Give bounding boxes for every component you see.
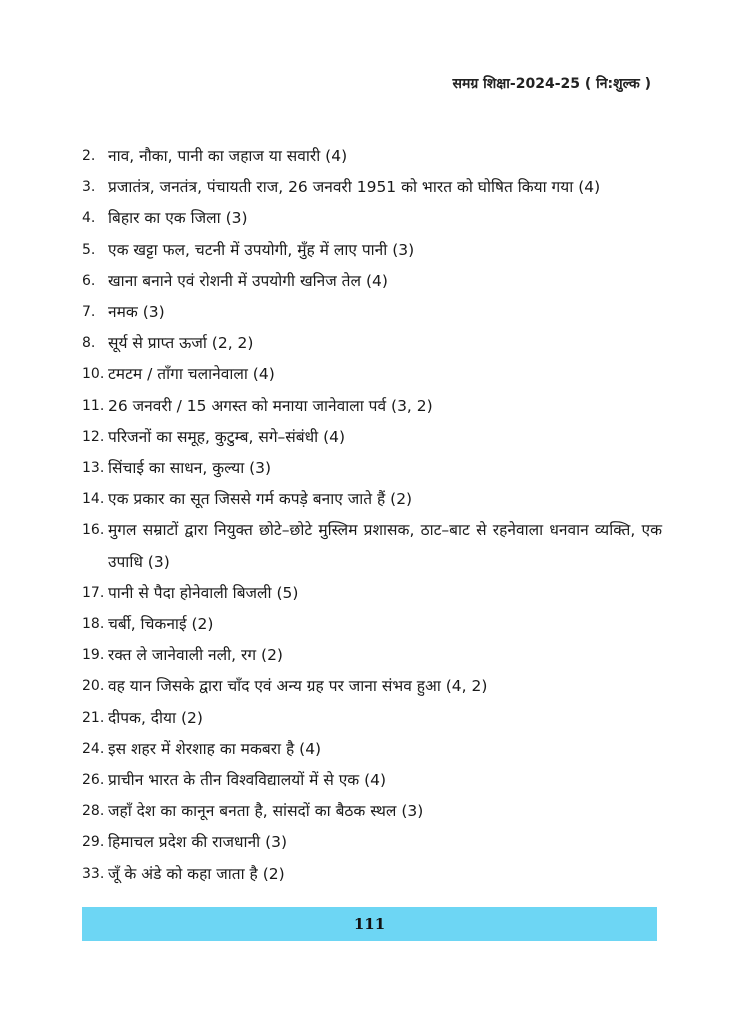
clue-item	[82, 640, 662, 671]
clue-text: चर्बी, चिकनाई (2)	[108, 615, 214, 634]
clue-text: इस शहर में शेरशाह का मकबरा है (4)	[108, 739, 322, 758]
clue-item	[82, 859, 662, 890]
page-footer-band	[82, 907, 657, 941]
clue-item	[82, 203, 662, 234]
header-tag: समग्र शिक्षा-2024-25 ( नि:शुल्क )	[452, 76, 651, 92]
clue-number: 19.	[82, 647, 105, 664]
clue-number: 5.	[82, 241, 96, 258]
clue-number: 3.	[82, 179, 96, 196]
clue-text: प्रजातंत्र, जनतंत्र, पंचायती राज, 26 जनवरी 1951 को भारत को घोषित किया गया (4)	[108, 178, 601, 197]
clue-text: वह यान जिसके द्वारा चाँद एवं अन्य ग्रह पर जाना संभव हुआ (4, 2)	[108, 677, 488, 696]
clue-item	[82, 391, 662, 422]
clue-text: नाव, नौका, पानी का जहाज या सवारी (4)	[108, 147, 348, 165]
clue-item	[82, 515, 662, 577]
clue-text: हिमाचल प्रदेश की राजधानी (3)	[108, 833, 288, 852]
clue-item	[82, 297, 662, 328]
clue-number: 26.	[82, 772, 105, 789]
clue-item	[82, 703, 662, 734]
clue-text: खाना बनाने एवं रोशनी में उपयोगी खनिज तेल (4)	[108, 271, 388, 290]
clue-number: 33.	[82, 865, 105, 882]
clue-item	[82, 796, 662, 827]
clue-number: 7.	[82, 304, 96, 321]
clue-item	[82, 172, 662, 203]
clue-text: मुगल सम्राटों द्वारा नियुक्त छोटे–छोटे मुस्लिम प्रशासक, ठाट–बाट से रहनेवाला धनवान व्यक्ति, एक उपाधि (3)	[108, 521, 662, 571]
clue-item	[82, 484, 662, 515]
clue-text: टमटम / ताँगा चलानेवाला (4)	[108, 365, 275, 384]
clue-number: 12.	[82, 428, 105, 445]
clue-item	[82, 359, 662, 390]
clue-text: एक प्रकार का सूत जिससे गर्म कपड़े बनाए जाते हैं (2)	[108, 490, 413, 509]
clue-number: 11.	[82, 397, 105, 414]
clue-number: 21.	[82, 709, 105, 726]
clue-number: 20.	[82, 678, 105, 695]
clue-number: 24.	[82, 740, 105, 757]
clue-item	[82, 827, 662, 858]
clue-text: 26 जनवरी / 15 अगस्त को मनाया जानेवाला पर्व (3, 2)	[108, 396, 433, 415]
clue-text: सूर्य से प्राप्त ऊर्जा (2, 2)	[108, 334, 254, 353]
clue-item	[82, 422, 662, 453]
clue-item	[82, 578, 662, 609]
clue-number: 28.	[82, 803, 105, 820]
clue-number: 2.	[82, 148, 96, 164]
clue-text: एक खट्टा फल, चटनी में उपयोगी, मुँह में लाए पानी (3)	[108, 240, 415, 259]
clue-text: नमक (3)	[108, 303, 165, 322]
clue-number: 17.	[82, 584, 105, 601]
clue-item	[82, 671, 662, 702]
clue-item	[82, 266, 662, 297]
clue-text: सिंचाई का साधन, कुल्या (3)	[108, 459, 272, 478]
clue-list	[82, 141, 662, 890]
clue-number: 16.	[82, 522, 105, 539]
clue-item	[82, 235, 662, 266]
clue-text: दीपक, दीया (2)	[108, 708, 203, 727]
clue-item	[82, 453, 662, 484]
clue-number: 29.	[82, 834, 105, 851]
clue-text: प्राचीन भारत के तीन विश्वविद्यालयों में से एक (4)	[108, 771, 387, 790]
clue-item	[82, 141, 662, 172]
clue-text: जहाँ देश का कानून बनता है, सांसदों का बैठक स्थल (3)	[108, 802, 424, 821]
clue-number: 10.	[82, 366, 105, 383]
clue-text: पानी से पैदा होनेवाली बिजली (5)	[108, 583, 299, 602]
clue-item	[82, 734, 662, 765]
clue-text: बिहार का एक जिला (3)	[108, 209, 248, 228]
clue-text: जूँ के अंडे को कहा जाता है (2)	[108, 864, 285, 883]
clue-number: 18.	[82, 616, 105, 633]
clue-text: रक्त ले जानेवाली नली, रग (2)	[108, 646, 283, 665]
clue-text: परिजनों का समूह, कुटुम्ब, सगे–संबंधी (4)	[108, 427, 346, 446]
clue-item	[82, 609, 662, 640]
clue-item	[82, 765, 662, 796]
clue-number: 6.	[82, 272, 96, 289]
clue-number: 8.	[82, 335, 96, 352]
clue-number: 4.	[82, 210, 96, 227]
clue-number: 13.	[82, 460, 105, 477]
clue-item	[82, 328, 662, 359]
page-number: 111	[353, 915, 386, 933]
clue-number: 14.	[82, 491, 105, 508]
